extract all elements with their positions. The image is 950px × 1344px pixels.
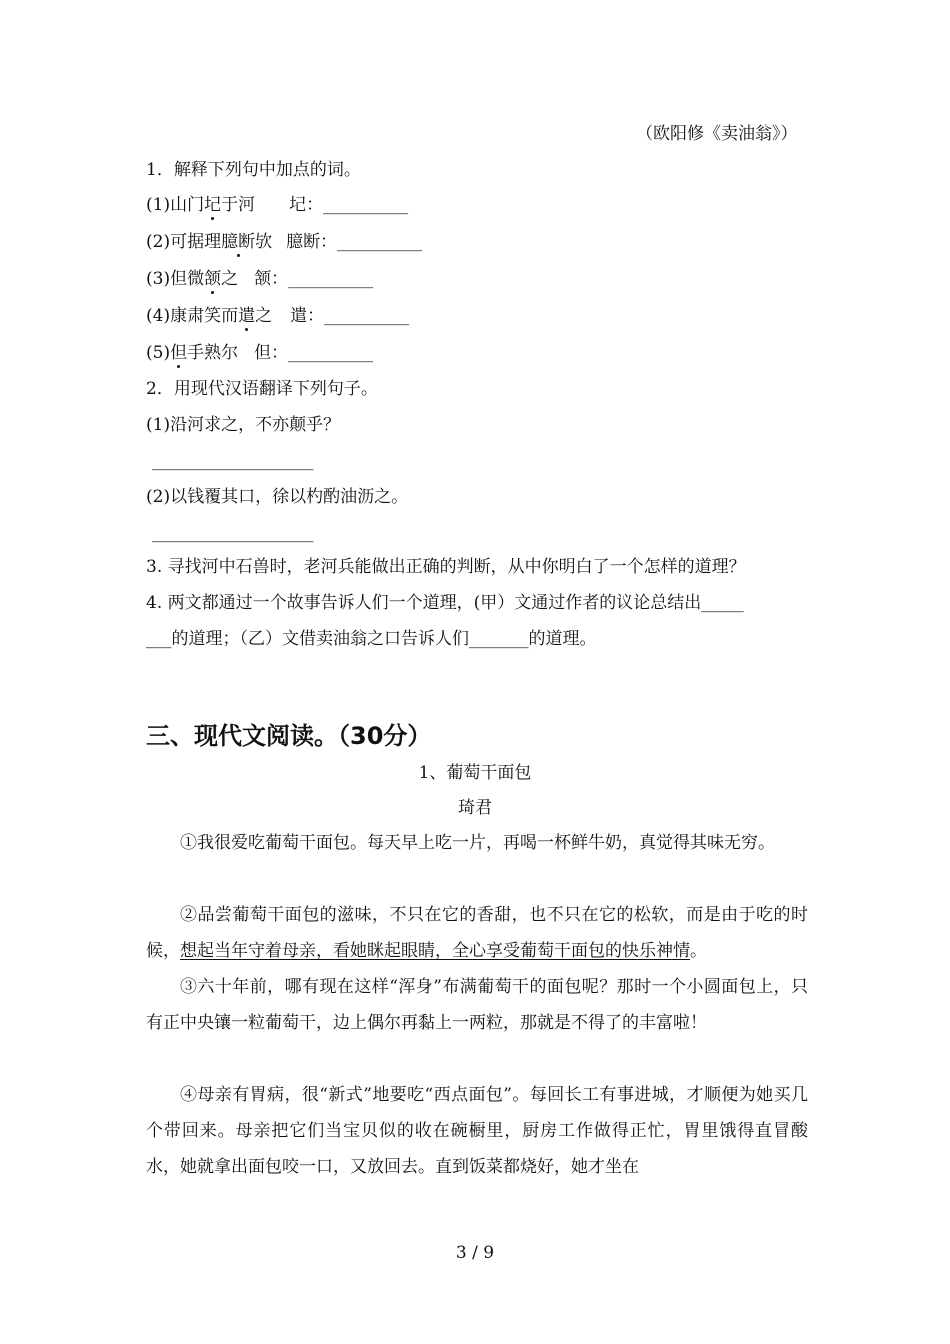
- question-4-line-2: ___的道理；（乙）文借卖油翁之口告诉人们_______的道理。: [146, 629, 597, 649]
- answer-label: 圮：: [289, 195, 324, 215]
- question-1-item: [146, 234, 422, 251]
- question-1-title: 1．解释下列句中加点的词。: [146, 160, 361, 180]
- question-1-item: [146, 345, 373, 362]
- paragraph-1: ①我很爱吃葡萄干面包。每天早上吃一片，再喝一杯鲜牛奶，真觉得其味无穷。: [180, 833, 775, 853]
- question-3: 3. 寻找河中石兽时，老河兵能做出正确的判断，从中你明白了一个怎样的道理？: [146, 557, 746, 577]
- answer-blank[interactable]: __________: [323, 195, 409, 215]
- question-2-sentence-1: (1)沿河求之，不亦颠乎？: [146, 415, 341, 435]
- dotted-word: 遣: [238, 306, 256, 326]
- paragraph-4: ④母亲有胃病，很“新式”地要吃“西点面包”。每回长工有事进城，才顺便为她买几个带回来。母亲把它们当宝贝似的收在碗橱里，厨房工作做得正忙，胃里饿得直冒酸水，她就拿出面包咬一口，又放回去。直到饭菜都烧好，她才坐在: [146, 1085, 808, 1177]
- underlined-sentence: 想起当年守着母亲，看她眯起眼睛，全心享受葡萄干面包的快乐神情: [180, 941, 690, 961]
- article-author: 琦君: [458, 798, 492, 818]
- dotted-word: 圮: [204, 195, 222, 215]
- answer-blank[interactable]: ___________________: [152, 451, 314, 471]
- item-text: (1)山门: [146, 195, 205, 215]
- question-1-item: [146, 271, 373, 288]
- answer-label: 但：: [254, 343, 289, 363]
- answer-blank[interactable]: __________: [324, 306, 410, 326]
- item-text: (5): [146, 343, 171, 363]
- answer-blank[interactable]: __________: [337, 232, 423, 252]
- item-text: 欤: [255, 232, 273, 252]
- item-text: 之: [255, 306, 273, 326]
- answer-blank[interactable]: ___________________: [152, 523, 314, 543]
- page-number: 3 / 9: [455, 1243, 495, 1263]
- paragraph-text: ②品尝葡萄干面包的滋味，不只在它的香甜，也不只在它的松软，而是由于吃的时候，: [146, 905, 808, 961]
- item-text: (3)但微: [146, 269, 205, 289]
- answer-label: 臆断：: [286, 232, 338, 252]
- answer-label: 遣：: [290, 306, 325, 326]
- question-2-title: 2．用现代汉语翻译下列句子。: [146, 379, 378, 399]
- dotted-word: 但: [170, 343, 188, 363]
- item-text: 手熟尔: [187, 343, 239, 363]
- dotted-word: 臆断: [221, 232, 256, 252]
- answer-label: 颔：: [254, 269, 289, 289]
- paragraph-text: 。: [690, 941, 707, 961]
- section-heading: 三、现代文阅读。（30分）: [146, 722, 432, 750]
- item-text: (2)可据理: [146, 232, 222, 252]
- question-2-sentence-2: (2)以钱覆其口，徐以杓酌油沥之。: [146, 487, 409, 507]
- paragraph-2: [146, 897, 808, 969]
- answer-blank[interactable]: __________: [288, 343, 374, 363]
- item-text: (4)康肃笑而: [146, 306, 239, 326]
- answer-blank[interactable]: __________: [288, 269, 374, 289]
- article-title: 1、葡萄干面包: [418, 763, 532, 783]
- paragraph-3: ③六十年前，哪有现在这样“浑身”布满葡萄干的面包呢？那时一个小圆面包上，只有正中央镶一粒葡萄干，边上偶尔再黏上一两粒，那就是不得了的丰富啦！: [146, 977, 808, 1033]
- source-citation: （欧阳修《卖油翁》）: [636, 124, 798, 144]
- item-text: 之: [221, 269, 239, 289]
- dotted-word: 颔: [204, 269, 222, 289]
- question-1-item: [146, 308, 409, 325]
- item-text: 于河: [221, 195, 256, 215]
- question-4-line-1: 4. 两文都通过一个故事告诉人们一个道理，(甲）文通过作者的议论总结出_____: [146, 593, 744, 613]
- question-1-item: [146, 197, 408, 214]
